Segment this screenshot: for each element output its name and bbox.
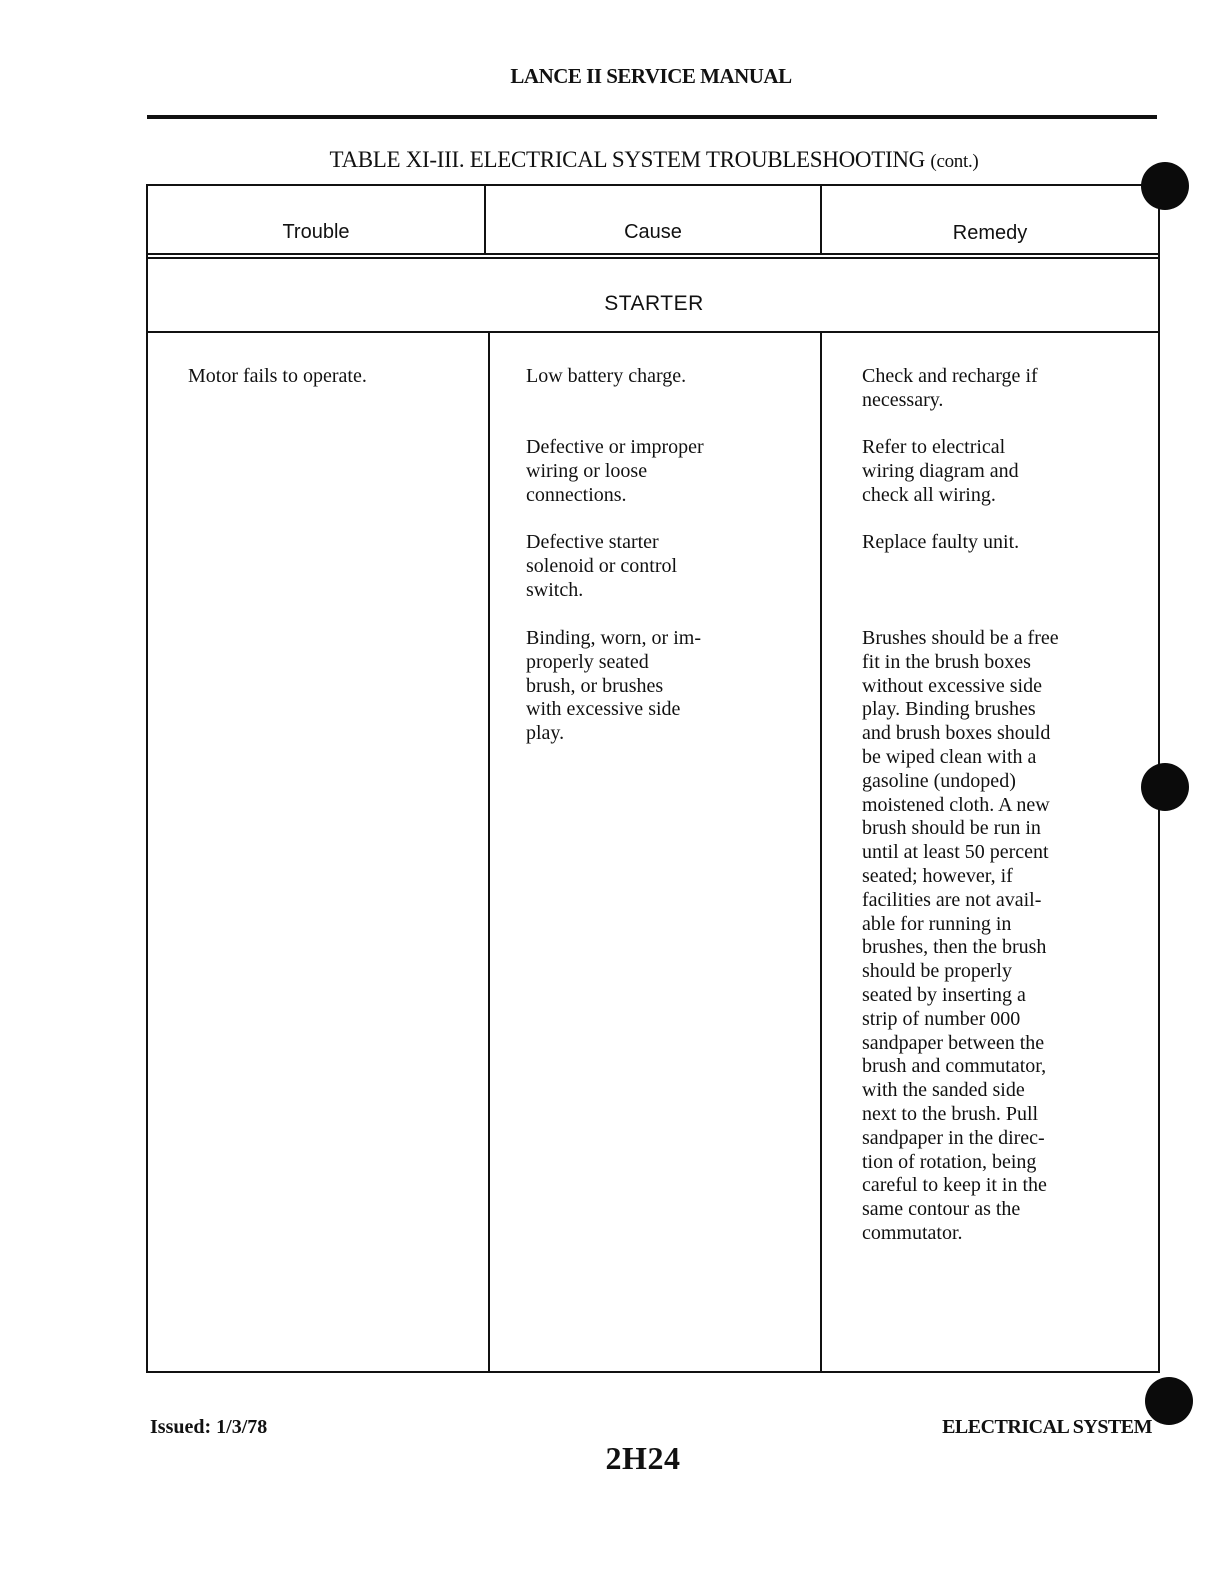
column-header-trouble: Trouble — [282, 221, 350, 243]
table-title-suffix: (cont.) — [930, 151, 979, 172]
remedy-cell: Check and recharge if necessary. — [862, 365, 1038, 411]
table-title — [148, 147, 1160, 173]
section-row-top-rule — [146, 257, 1160, 259]
trouble-cell: Motor fails to operate. — [188, 365, 367, 387]
remedy-cell: Refer to electrical wiring diagram and check all wiring. — [862, 436, 1019, 506]
cause-cell: Low battery charge. — [526, 365, 687, 387]
binder-hole-middle — [1141, 763, 1189, 811]
section-heading-starter: STARTER — [604, 292, 704, 315]
manual-title: LANCE II SERVICE MANUAL — [510, 64, 792, 88]
footer-section-name: ELECTRICAL SYSTEM — [942, 1416, 1152, 1438]
issued-date: Issued: 1/3/78 — [150, 1416, 268, 1438]
column-header-cause: Cause — [624, 221, 682, 243]
remedy-cell: Brushes should be a free fit in the brush boxes without excessive side play. Binding brushes and brush boxes should be wiped clean with a gasoline (undoped) moistened cloth. A new brush should be run in until at least 50 percent seated; however, if facilities are not avail- able for running in brushes, then the brush should be properly seated by inserting a strip of number 000 sandpaper between the brush and commutator, with the sanded side next to the brush. Pull sandpaper in the direc- tion of rotation, being careful to keep it in the same contour as the commutator. — [862, 627, 1059, 1244]
page-code: 2H24 — [605, 1440, 681, 1476]
cause-cell: Binding, worn, or im- properly seated brush, or brushes with excessive side play. — [526, 627, 701, 745]
binder-hole-top — [1141, 162, 1189, 210]
column-divider-1-body — [488, 332, 490, 1372]
binder-hole-bottom — [1145, 1377, 1193, 1425]
column-divider-2-body — [820, 332, 822, 1372]
column-header-remedy: Remedy — [952, 222, 1028, 244]
header-rule — [147, 115, 1157, 119]
cause-cell: Defective or improper wiring or loose connections. — [526, 436, 704, 506]
remedy-cell: Replace faulty unit. — [862, 531, 1020, 553]
header-row-bottom-rule — [146, 253, 1160, 255]
cause-cell: Defective starter solenoid or control switch. — [526, 531, 678, 601]
section-row-bottom-rule — [146, 331, 1160, 333]
table-title-main: TABLE XI-III. ELECTRICAL SYSTEM TROUBLESHOOTING — [329, 147, 925, 172]
